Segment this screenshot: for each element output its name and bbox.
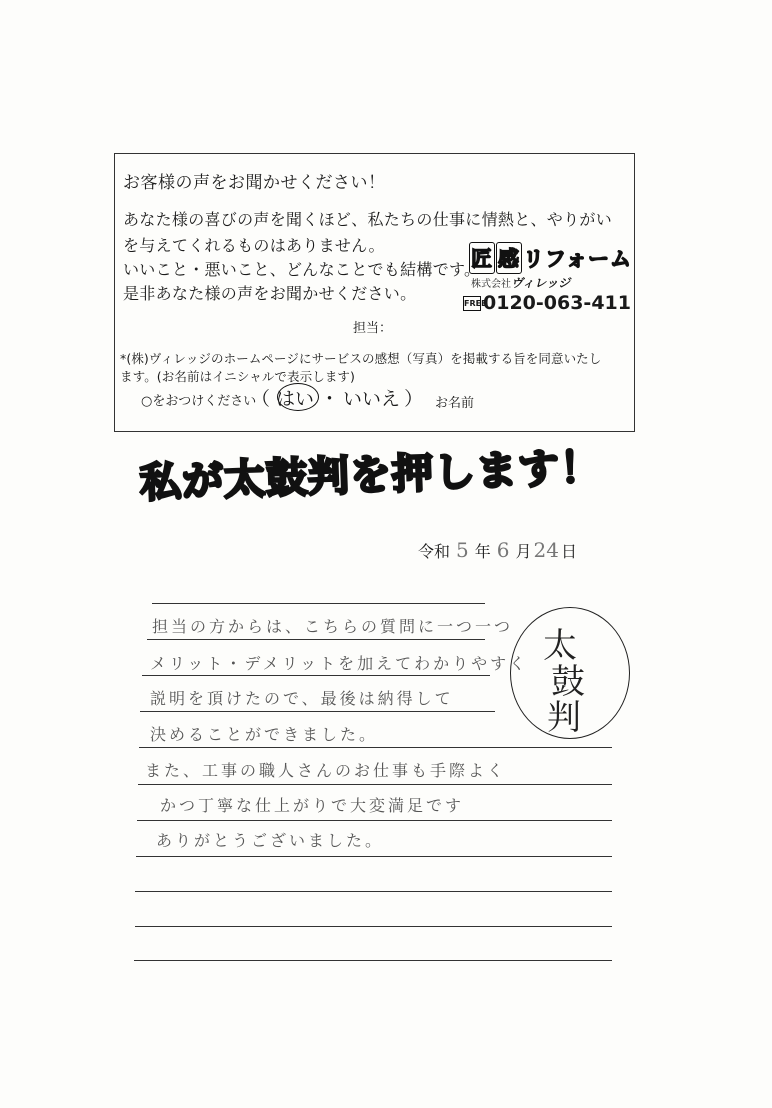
ruled-line bbox=[135, 891, 612, 892]
ruled-line bbox=[140, 711, 495, 712]
ruled-line bbox=[139, 747, 612, 748]
stamp-char-3: 判 bbox=[547, 698, 581, 738]
ruled-line bbox=[134, 960, 612, 961]
ruled-line bbox=[135, 926, 612, 927]
taikoban-stamp bbox=[510, 607, 630, 739]
date-month: 6 bbox=[496, 538, 510, 562]
phone-number bbox=[463, 292, 631, 314]
intro-line-4: 是非あなた様の声をお聞かせください。 bbox=[123, 284, 417, 303]
date-day: 24 bbox=[533, 538, 559, 562]
ruled-line bbox=[152, 603, 485, 604]
date-day-label: 日 bbox=[560, 542, 577, 561]
date-era: 令和 bbox=[418, 542, 451, 561]
option-no[interactable]: いいえ bbox=[343, 388, 401, 410]
stamp-char-1: 太 bbox=[543, 626, 577, 666]
option-yes[interactable]: はい bbox=[276, 388, 315, 410]
brand-rest: リフォーム bbox=[523, 247, 632, 271]
comment-line: かつ丁寧な仕上がりで大変満足です bbox=[160, 796, 465, 815]
company-name bbox=[471, 274, 570, 291]
comment-line: 決めることができました。 bbox=[150, 725, 379, 744]
free-dial-icon: FREE bbox=[463, 296, 481, 311]
ruled-line bbox=[136, 856, 612, 857]
ruled-line bbox=[147, 639, 485, 640]
open-paren: （ bbox=[251, 388, 271, 410]
name-label: お名前 bbox=[435, 396, 475, 411]
date-year: 5 bbox=[456, 538, 469, 562]
name-redacted bbox=[482, 388, 622, 408]
form-heading: お客様の声をお聞かせください！ bbox=[123, 173, 386, 193]
option-separator: ・ bbox=[320, 388, 340, 410]
comment-line: 説明を頂けたので、最後は納得して bbox=[150, 689, 454, 708]
brand-boxed-char-2: 感 bbox=[496, 242, 522, 274]
brand-boxed-char-1: 匠 bbox=[469, 242, 495, 274]
survey-form-box bbox=[114, 153, 635, 432]
comment-line: メリット・デメリットを加えてわかりやすく bbox=[150, 654, 529, 673]
phone-digits: 0120-063-411 bbox=[483, 292, 631, 314]
intro-line-1: あなた様の喜びの声を聞くほど、私たちの仕事に情熱と、やりがい bbox=[123, 210, 613, 229]
intro-line-2: を与えてくれるものはありません。 bbox=[123, 236, 385, 255]
intro-line-3: いいこと・悪いこと、どんなことでも結構です。 bbox=[123, 260, 481, 279]
ruled-line bbox=[138, 784, 612, 785]
consent-line-2: ます。(お名前はイニシャルで表示します) bbox=[120, 369, 356, 384]
date-row bbox=[418, 538, 577, 562]
ruled-line bbox=[137, 820, 612, 821]
staff-label: 担当： bbox=[353, 321, 393, 336]
date-month-label: 月 bbox=[515, 542, 532, 561]
close-paren: ） bbox=[404, 388, 424, 410]
comment-line: ありがとうございました。 bbox=[156, 831, 385, 850]
company-prefix: 株式会社 bbox=[471, 279, 511, 290]
comment-line: また、工事の職人さんのお仕事も手際よく bbox=[145, 761, 507, 780]
date-year-label: 年 bbox=[474, 542, 491, 561]
consent-instruction: ○をおつけください bbox=[141, 394, 257, 409]
company-logo bbox=[459, 242, 632, 320]
banner-title: 私が太鼓判を押します！ bbox=[139, 442, 603, 507]
brand-name bbox=[469, 242, 632, 274]
comment-line: 担当の方からは、こちらの質問に一つ一つ bbox=[152, 617, 514, 636]
company-main-name: ヴィレッジ bbox=[511, 276, 571, 290]
yes-selected-circle bbox=[277, 383, 319, 411]
consent-line-1: *(株)ヴィレッジのホームページにサービスの感想（写真）を掲載する旨を同意いたし bbox=[120, 351, 602, 366]
stamp-char-2: 鼓 bbox=[551, 662, 585, 702]
ruled-line bbox=[142, 675, 490, 676]
